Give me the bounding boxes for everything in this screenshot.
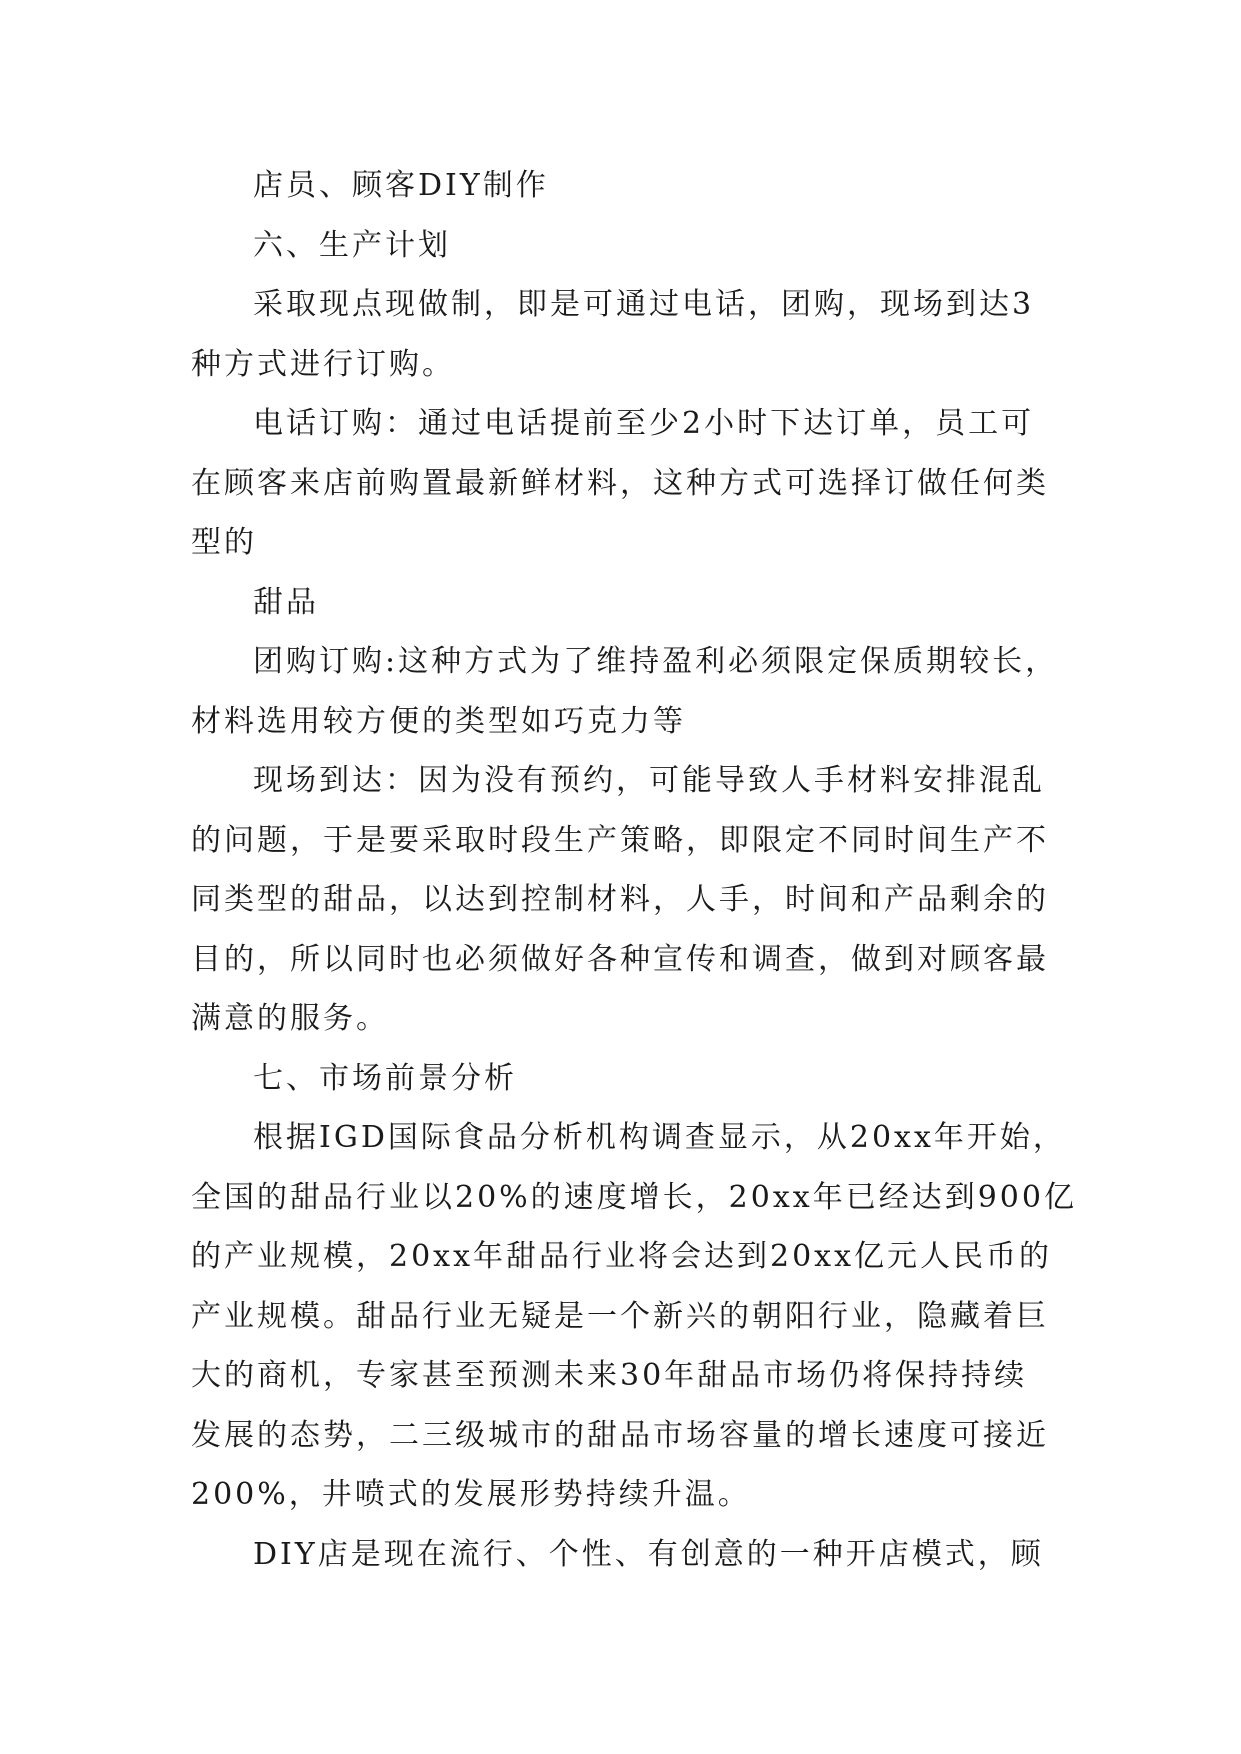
paragraph-market-data (191, 1108, 1077, 1525)
text-line: 种方式进行订购。 (191, 346, 455, 382)
text-line: 团购订购:这种方式为了维持盈利必须限定保质期较长， (253, 644, 1059, 679)
section-heading: 六、生产计划 (253, 227, 451, 263)
text-line: 全国的甜品行业以20%的速度增长，20xx年已经达到900亿 (191, 1179, 1077, 1215)
text-line: DIY店是现在流行、个性、有创意的一种开店模式，顾 (253, 1536, 1044, 1572)
text-line: 满意的服务。 (191, 1001, 389, 1036)
text-line: 同类型的甜品，以达到控制材料，人手，时间和产品剩余的 (191, 882, 1049, 917)
text-line: 发展的态势，二三级城市的甜品市场容量的增长速度可接近 (191, 1417, 1049, 1453)
paragraph-phone-order (191, 394, 1051, 573)
paragraph-walk-in (191, 751, 1051, 1049)
paragraph-group-order (191, 632, 1059, 751)
heading-market-outlook (191, 1049, 1051, 1109)
text-line: 大的商机，专家甚至预测未来30年甜品市场仍将保持持续 (191, 1358, 1028, 1393)
section-heading: 七、市场前景分析 (253, 1060, 517, 1096)
text-line: 材料选用较方便的类型如巧克力等 (191, 703, 686, 739)
heading-production-plan (191, 216, 1051, 276)
paragraph-dessert (191, 573, 1051, 633)
text-line: 目的，所以同时也必须做好各种宣传和调查，做到对顾客最 (191, 941, 1049, 977)
paragraph-diy-production (191, 156, 1051, 216)
paragraph-order-methods (191, 275, 1051, 394)
text-line: 的问题，于是要采取时段生产策略，即限定不同时间生产不 (191, 822, 1049, 858)
text-line: 产业规模。甜品行业无疑是一个新兴的朝阳行业，隐藏着巨 (191, 1298, 1049, 1334)
text-line: 型的 (191, 525, 257, 560)
text-line: 现场到达：因为没有预约，可能导致人手材料安排混乱 (253, 763, 1045, 798)
text-line: 根据IGD国际食品分析机构调查显示，从20xx年开始， (253, 1120, 1066, 1155)
paragraph-diy-store (191, 1525, 1051, 1585)
text-line: 甜品 (253, 584, 319, 620)
text-line: 采取现点现做制，即是可通过电话，团购，现场到达3 (253, 287, 1035, 322)
text-line: 店员、顾客DIY制作 (253, 168, 549, 203)
text-line: 200%，井喷式的发展形势持续升温。 (191, 1477, 751, 1512)
text-line: 在顾客来店前购置最新鲜材料，这种方式可选择订做任何类 (191, 465, 1049, 501)
text-line: 电话订购：通过电话提前至少2小时下达订单，员工可 (253, 406, 1035, 441)
document-body (191, 156, 1077, 1584)
text-line: 的产业规模，20xx年甜品行业将会达到20xx亿元人民币的 (191, 1239, 1053, 1274)
